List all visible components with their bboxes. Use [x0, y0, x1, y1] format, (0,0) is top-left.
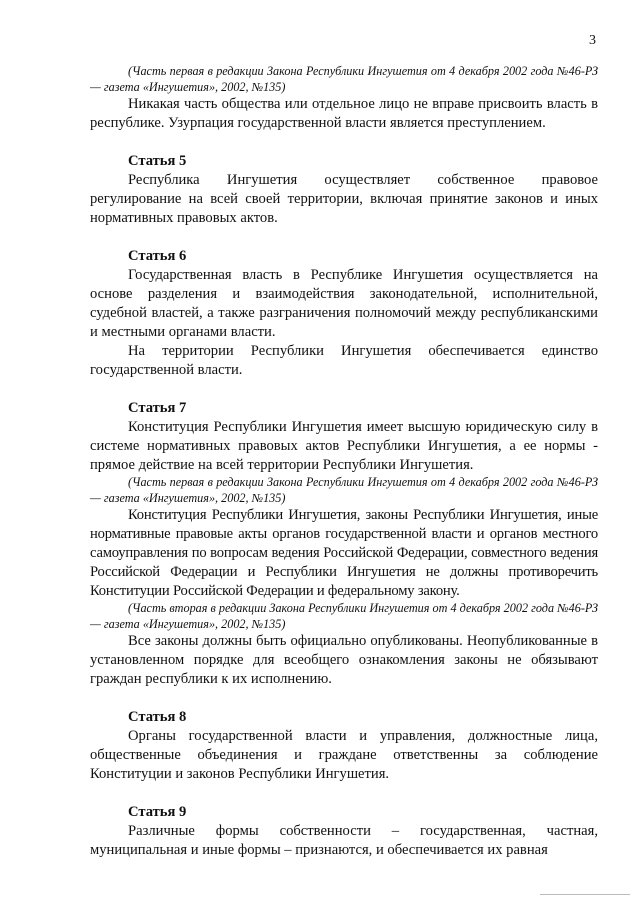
footer-rule	[540, 894, 630, 895]
document-body	[90, 64, 598, 860]
amendment-note: (Часть первая в редакции Закона Республики Ингушетия от 4 декабря 2002 года №46-РЗ — газета «Ингушетия», 2002, №135)	[90, 475, 598, 505]
paragraph: Республика Ингушетия осуществляет собственное правовое регулирование на всей своей территории, включая принятие законов и иных нормативных правовых актов.	[90, 172, 598, 226]
article-heading: Статья 5	[128, 153, 187, 169]
paragraph: На территории Республики Ингушетия обеспечивается единство государственной власти.	[90, 343, 598, 378]
page-number: 3	[589, 33, 596, 48]
paragraph: Различные формы собственности – государственная, частная, муниципальная и иные формы – признаются, и обеспечивается их равная	[90, 823, 598, 858]
article-heading: Статья 6	[128, 248, 187, 264]
article-heading: Статья 7	[128, 400, 187, 416]
amendment-note: (Часть вторая в редакции Закона Республики Ингушетия от 4 декабря 2002 года №46-РЗ — газета «Ингушетия», 2002, №135)	[90, 601, 598, 631]
paragraph: Органы государственной власти и управления, должностные лица, общественные объединения и граждане ответственны за соблюдение Конституции и законов Республики Ингушетия.	[90, 728, 598, 782]
paragraph: Конституция Республики Ингушетия, законы Республики Ингушетия, иные нормативные правовые акты органов государственной власти и органов местного самоуправления по вопросам ведения Российской Федерации, совместного ведения Российской Федерации и Республики Ингушетия не должны противоречить Конституции Российской Федерации и федеральному закону.	[90, 507, 598, 599]
paragraph: Конституция Республики Ингушетия имеет высшую юридическую силу в системе нормативных правовых актов Республики Ингушетия, а ее нормы - прямое действие на всей территории Республики Ингушетия.	[90, 419, 598, 473]
amendment-note: (Часть первая в редакции Закона Республики Ингушетия от 4 декабря 2002 года №46-РЗ — газета «Ингушетия», 2002, №135)	[90, 64, 598, 94]
paragraph: Все законы должны быть официально опубликованы. Неопубликованные в установленном порядке для всеобщего ознакомления законы не обязывают граждан республики к их исполнению.	[90, 633, 598, 687]
paragraph: Никакая часть общества или отдельное лицо не вправе присвоить власть в республике. Узурпация государственной власти является преступлением.	[90, 96, 598, 131]
article-heading: Статья 8	[128, 709, 187, 725]
article-heading: Статья 9	[128, 804, 187, 820]
paragraph: Государственная власть в Республике Ингушетия осуществляется на основе разделения и взаимодействия законодательной, исполнительной, судебной властей, а также разграничения полномочий между республиканскими и местными органами власти.	[90, 267, 598, 340]
